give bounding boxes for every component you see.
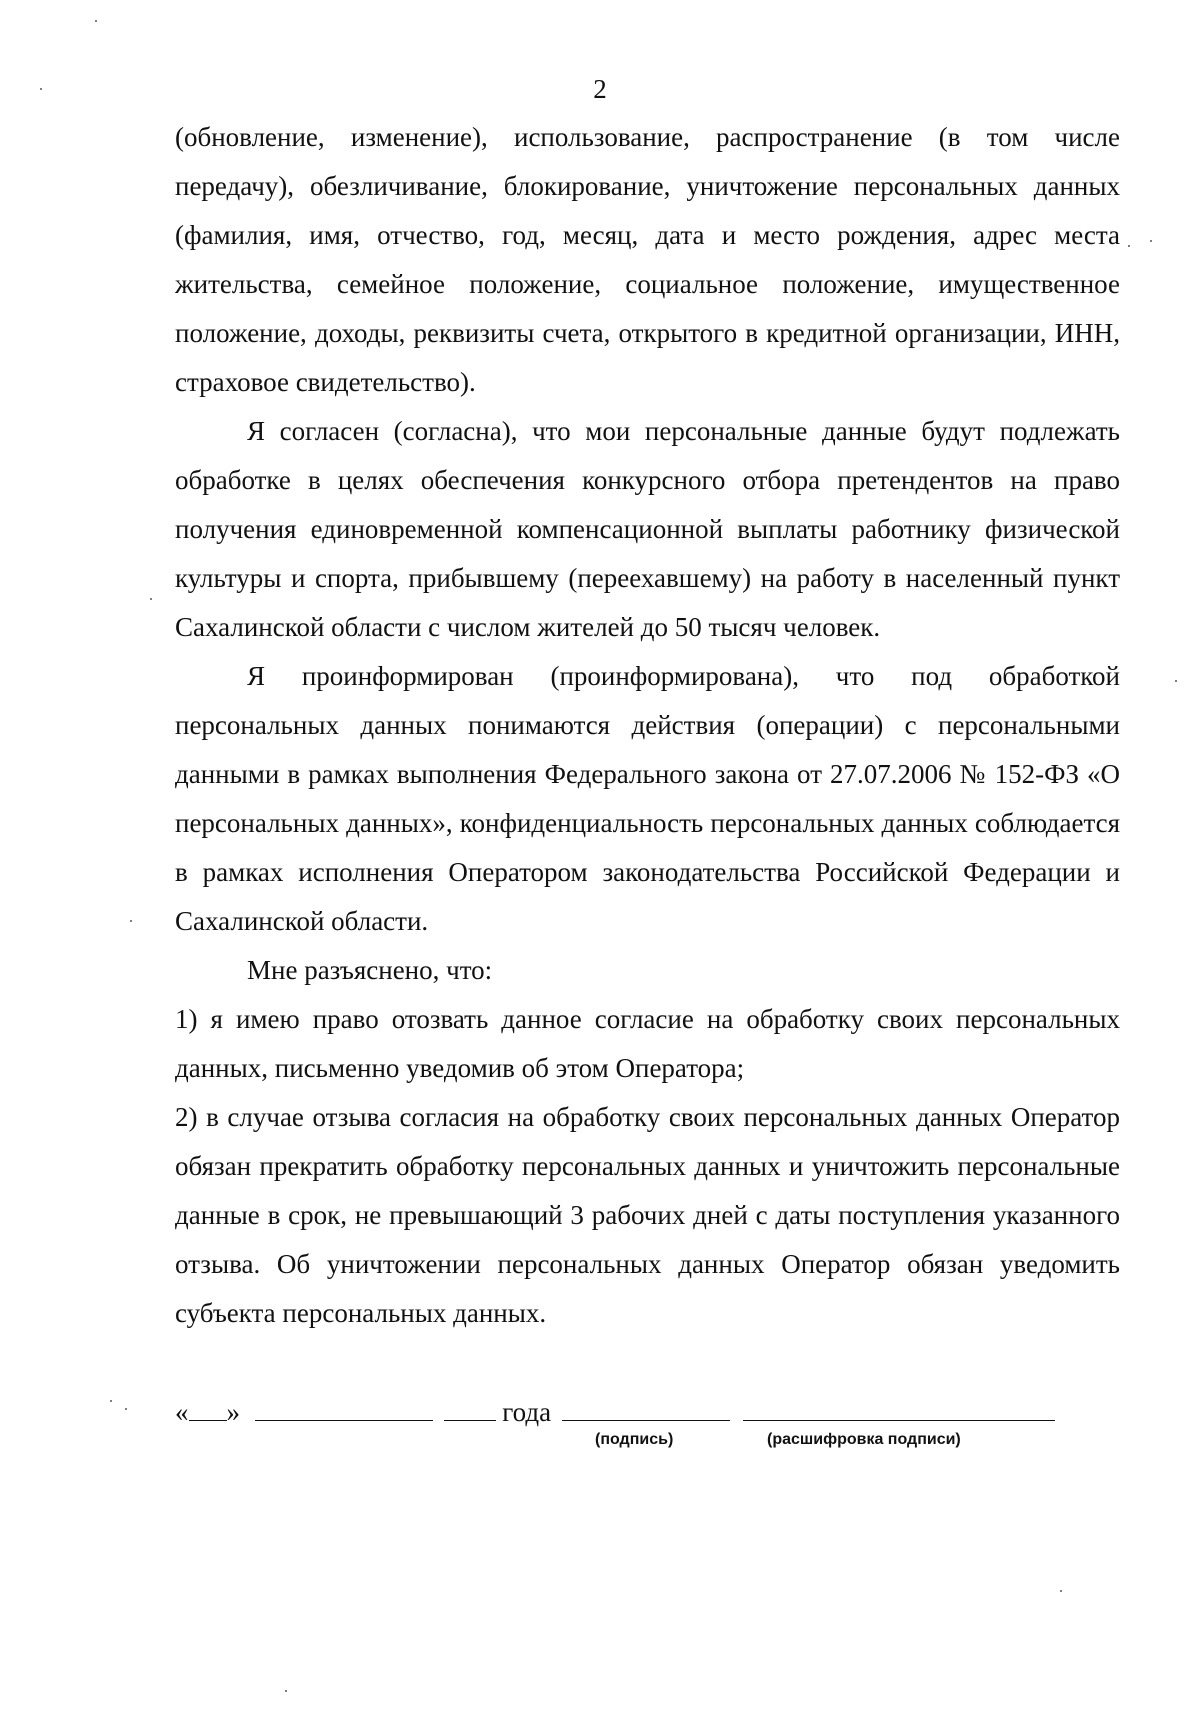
signature-caption: (подпись) <box>595 1431 674 1448</box>
scan-speck <box>1175 680 1177 682</box>
scan-speck <box>110 1400 112 1402</box>
paragraph-consent-purpose: Я согласен (согласна), что мои персональные данные будут подлежать обработке в целях обеспечения конкурсного отбора претендентов на право получения единовременной компенсационной выплаты работнику физической культуры и спорта, прибывшему (переехавшему) на работу в населенный пункт Сахалинской области с числом жителей до 50 тысяч человек. <box>175 416 1120 642</box>
date-signature-row <box>175 1395 1055 1429</box>
page-number: 2 <box>593 74 607 104</box>
paragraph-processing-list: (обновление, изменение), использование, распространение (в том числе передачу), обезличивание, блокирование, уничтожение персональных данных (фамилия, имя, отчество, год, месяц, дата и место рождения, адрес места жительства, семейное положение, социальное положение, имущественное положение, доходы, реквизиты счета, открытого в кредитной организации, ИНН, страховое свидетельство). <box>175 122 1120 397</box>
scan-speck <box>40 88 42 90</box>
day-blank[interactable] <box>189 1396 227 1421</box>
scan-speck <box>150 598 152 600</box>
year-blank[interactable] <box>444 1396 496 1421</box>
scan-speck <box>125 1408 127 1410</box>
paragraph-informed: Я проинформирован (проинформирована), что под обработкой персональных данных понимаются действия (операции) с персональными данными в рамках выполнения Федерального закона от 27.07.2006 № 152-ФЗ «О персональных данных», конфиденциальность персональных данных соблюдается в рамках исполнения Оператором законодательства Российской Федерации и Сахалинской области. <box>175 661 1120 936</box>
scan-speck <box>95 20 97 22</box>
scan-speck <box>1128 245 1130 247</box>
date-open-quote: « <box>175 1397 189 1427</box>
year-word: года <box>502 1397 552 1427</box>
signature-decoding-blank[interactable] <box>743 1396 1055 1421</box>
scan-speck <box>1150 240 1152 242</box>
decoding-caption: (расшифровка подписи) <box>767 1431 961 1448</box>
scan-speck <box>1060 1590 1062 1592</box>
scan-speck <box>285 1690 287 1692</box>
document-body <box>175 113 1120 1338</box>
date-close-quote: » <box>226 1397 240 1427</box>
signature-block <box>175 1395 1120 1455</box>
paragraph-explained-intro: Мне разъяснено, что: <box>247 955 493 985</box>
list-item-right-to-revoke: 1) я имею право отозвать данное согласие на обработку своих персональных данных, письменно уведомив об этом Оператора; <box>175 1004 1120 1083</box>
month-blank[interactable] <box>255 1396 433 1421</box>
scan-speck <box>130 920 132 922</box>
list-item-revocation-consequence: 2) в случае отзыва согласия на обработку своих персональных данных Оператор обязан прекратить обработку персональных данных и уничтожить персональные данные в срок, не превышающий 3 рабочих дней с даты поступления указанного отзыва. Об уничтожении персональных данных Оператор обязан уведомить субъекта персональных данных. <box>175 1102 1120 1328</box>
signature-blank[interactable] <box>562 1396 730 1421</box>
